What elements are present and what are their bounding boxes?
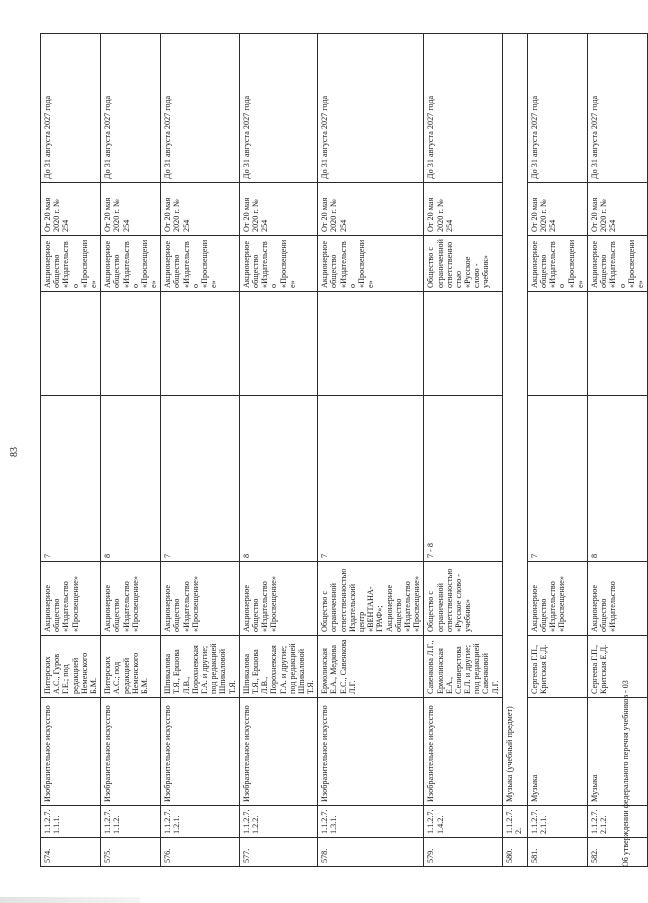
row-deadline: До 31 августа 2027 года: [239, 34, 318, 183]
row-number: 581.: [527, 838, 587, 867]
row-order: От 20 мая 2020 г. № 254: [424, 183, 503, 236]
row-publisher-full: Акционерное общество «Издательство «Просвещение»: [318, 236, 424, 292]
row-code: 1.1.2.7.1.1.2.: [101, 806, 161, 838]
page-number: 83: [9, 447, 20, 457]
row-deadline: До 31 августа 2027 года: [41, 34, 101, 183]
row-subject: Изобразительное искусство: [239, 698, 318, 806]
row-empty: [161, 292, 240, 396]
row-authors: Питерских А.С., Гуров Г.Е.; под редакцией Неменского Б.М.: [41, 636, 101, 698]
row-code: 1.1.2.7.1.2.2.: [239, 806, 318, 838]
row-publisher: Акционерное общество «Издательство: [587, 562, 647, 636]
row-empty: [101, 292, 161, 396]
row-authors: Питерских А.С.; под редакцией Неменского Б.М.: [101, 636, 161, 698]
row-number: 575.: [101, 838, 161, 867]
row-publisher: Акционерное общество «Издательство «Просвещение»: [527, 562, 587, 636]
row-authors: Шпикалова Т.Я., Ершова Л.В., Порохневская Г.А. и другие; под редакцией Шпикаловой Т.Я.: [161, 636, 240, 698]
row-number: 574.: [41, 838, 101, 867]
row-order: От 20 мая 2020 г. № 254: [239, 183, 318, 236]
row-subject: Музыка: [527, 698, 587, 806]
document-footer: Об утверждении федерального перечня учебников - 03: [621, 680, 630, 867]
row-code: 1.1.2.7.2.1.1.: [527, 806, 587, 838]
row-number: 577.: [239, 838, 318, 867]
row-empty: [41, 292, 101, 396]
section-code: 1.1.2.7.2.: [502, 806, 527, 838]
row-deadline: До 31 августа 2027 года: [587, 34, 647, 183]
textbook-list-table: [40, 33, 648, 867]
section-label: Музыка (учебный предмет): [502, 34, 527, 806]
row-deadline: До 31 августа 2027 года: [527, 34, 587, 183]
row-order: От 20 мая 2020 г. № 254: [587, 183, 647, 236]
row-publisher: Акционерное общество «Издательство «Просвещение»: [101, 562, 161, 636]
row-publisher-full: Акционерное общество «Издательство «Просвещение»: [239, 236, 318, 292]
row-order: От 20 мая 2020 г. № 254: [101, 183, 161, 236]
row-subject: Изобразительное искусство: [41, 698, 101, 806]
table-row: [424, 34, 503, 867]
row-authors: Савенкова Л.Г., Ермолинская Е.А., Селиверстова Е.Л. и другие; под редакцией Савенковой Л.Г.: [424, 636, 503, 698]
row-number: 582.: [587, 838, 647, 867]
row-code: 1.1.2.7.1.4.2.: [424, 806, 503, 838]
row-empty: [318, 292, 424, 396]
row-publisher: Акционерное общество «Издательство «Просвещение»: [239, 562, 318, 636]
row-publisher-full: Акционерное общество «Издательство «Просвещение»: [41, 236, 101, 292]
row-authors: Сергеева Г.П., Критская Е.Д.: [527, 636, 587, 698]
row-grade: 7: [41, 396, 101, 562]
row-subject: Изобразительное искусство: [101, 698, 161, 806]
row-publisher: Общество с ограниченной ответственностью «Русское слово - учебник»: [424, 562, 503, 636]
row-empty: [527, 292, 587, 396]
table-row: [239, 34, 318, 867]
row-subject: Изобразительное искусство: [161, 698, 240, 806]
row-deadline: До 31 августа 2027 года: [424, 34, 503, 183]
row-grade: 8: [239, 396, 318, 562]
row-code: 1.1.2.7.1.2.1.: [161, 806, 240, 838]
row-publisher-full: Акционерное общество «Издательство «Просвещение»: [527, 236, 587, 292]
row-code: 1.1.2.7.2.1.2.: [587, 806, 647, 838]
row-grade: 7: [527, 396, 587, 562]
row-order: От 20 мая 2020 г. № 254: [527, 183, 587, 236]
table-row: [161, 34, 240, 867]
table-row: [101, 34, 161, 867]
section-number: 580.: [502, 838, 527, 867]
row-number: 576.: [161, 838, 240, 867]
table-row: [318, 34, 424, 867]
table-row: [587, 34, 647, 867]
row-authors: Ермолинская Е.А., Медкова Е.С., Савенкова Л.Г.: [318, 636, 424, 698]
row-order: От 20 мая 2020 г. № 254: [161, 183, 240, 236]
scan-edge: [0, 897, 140, 903]
row-order: От 20 мая 2020 г. № 254: [318, 183, 424, 236]
row-publisher: Акционерное общество «Издательство «Просвещение»: [41, 562, 101, 636]
row-grade: 8: [587, 396, 647, 562]
row-publisher-full: Акционерное общество «Издательство «Просвещение»: [587, 236, 647, 292]
table-row: [41, 34, 101, 867]
row-publisher-full: Акционерное общество «Издательство «Просвещение»: [161, 236, 240, 292]
row-grade: 8: [101, 396, 161, 562]
row-number: 578.: [318, 838, 424, 867]
row-deadline: До 31 августа 2027 года: [318, 34, 424, 183]
row-authors: Сергеева Г.П., Критская Е.Д.: [587, 636, 647, 698]
row-publisher: Акционерное общество «Издательство «Просвещение»: [161, 562, 240, 636]
row-empty: [239, 292, 318, 396]
row-publisher: Общество с ограниченной ответственностью Издательский центр «ВЕНТАНА-ГРАФ»; Акционерное общество «Издательство «Просвещение»: [318, 562, 424, 636]
row-authors: Шпикалова Т.Я., Ершова Л.В., Порохневская Г.А. и другие; под редакцией Шпикаловой Т.Я.: [239, 636, 318, 698]
table-row: [527, 34, 587, 867]
row-empty: [587, 292, 647, 396]
row-deadline: До 31 августа 2027 года: [101, 34, 161, 183]
row-grade: 7 - 8: [424, 396, 503, 562]
row-deadline: До 31 августа 2027 года: [161, 34, 240, 183]
row-subject: Музыка: [587, 698, 647, 806]
row-publisher-full: Акционерное общество «Издательство «Просвещение»: [101, 236, 161, 292]
row-empty: [424, 292, 503, 396]
row-publisher-full: Общество с ограниченной ответственностью «Русское слово - учебник»: [424, 236, 503, 292]
row-subject: Изобразительное искусство: [318, 698, 424, 806]
row-order: От 20 мая 2020 г. № 254: [41, 183, 101, 236]
row-number: 579.: [424, 838, 503, 867]
row-grade: 7: [318, 396, 424, 562]
section-row: [502, 34, 527, 867]
row-code: 1.1.2.7.1.3.1.: [318, 806, 424, 838]
row-code: 1.1.2.7.1.1.1.: [41, 806, 101, 838]
row-grade: 7: [161, 396, 240, 562]
row-subject: Изобразительное искусство: [424, 698, 503, 806]
